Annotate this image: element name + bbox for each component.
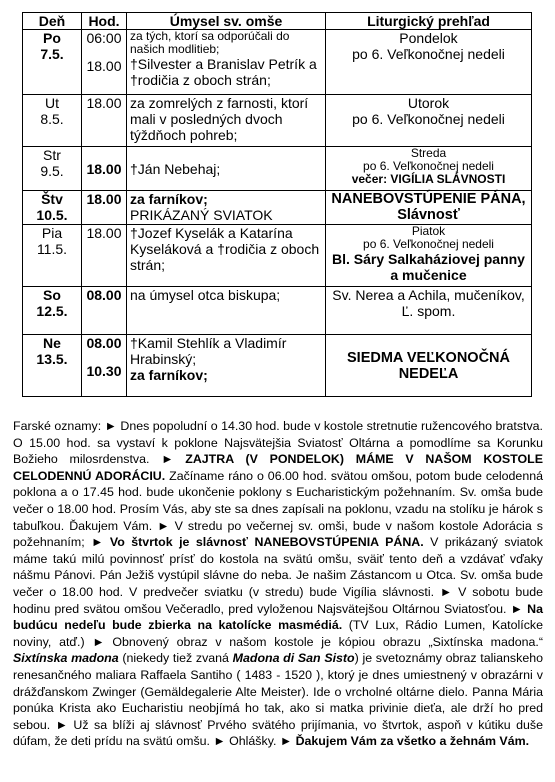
note-painting-alt: Madona di San Sisto [232, 651, 355, 666]
day: So [43, 287, 61, 303]
date: 7.5. [40, 46, 64, 62]
liturgy-memorial: Sv. Nerea a Achila, mučeníkov, Ľ. spom. [332, 287, 525, 319]
liturgy-vigil: večer: VIGÍLIA SLÁVNOSTI [351, 172, 506, 186]
day: Štv [41, 191, 63, 207]
day: Ne [43, 335, 61, 351]
header-hour: Hod. [82, 13, 127, 30]
holiday-note: PRIKÁZANÝ SVIATOK [130, 207, 273, 223]
note-text: ) je svetoznámy obraz talianskeho renesančného maliara Raffaela Santiho ( 1483 - 1520 ), ktorý je dnes umiestnený v obrazárni v drážďanskom Zwinger (Gemäldegalerie Alte Meister). Ide o vrcholné oltárne dielo. Panna Mária ponúka Krista ako Eucharistiu neobjímá ho tak, ako si matka privinie dieťa, ale drží ho pred sebou. ► Už sa blíži aj slávnosť Prvého svätého prijímania, vo štvrtok, aspoň v kútiku duše dúfam, že deti prídu na svätú omšu. ► Ohlášky. ► [13, 651, 543, 749]
mass-schedule-table [22, 12, 532, 397]
table-row [23, 225, 532, 287]
intention: †Jozef Kyselák a Katarína Kyseláková a †rodičia z oboch strán; [130, 225, 320, 273]
day: Po [43, 30, 61, 46]
liturgy-feast: NANEBOVSTÚPENIE PÁNA, Slávnosť [331, 191, 526, 223]
note-text: (TV Lux, Rádio Lumen, Katolícke noviny, atď.) ► Obnovený obraz v našom kostole je kópiou obrazu „Sixtínska madona.“ [13, 618, 543, 649]
liturgy-note: po 6. Veľkonočnej nedeli [363, 237, 494, 251]
note-ascension: Vo štvrtok je slávnosť NANEBOVSTÚPENIA PÁNA. [109, 535, 424, 550]
intention: †Ján Nebehaj; [130, 160, 221, 177]
note-painting-title: Sixtínska madona [13, 651, 119, 666]
intention: †Silvester a Branislav Petrík a †rodičia z oboch strán; [130, 56, 317, 88]
note-collection: Na budúcu nedeľu bude zbierka na katolícke masmédiá. [13, 601, 543, 633]
time: 18.00 [86, 95, 122, 111]
table-row [23, 95, 532, 147]
parish-announcements [13, 418, 543, 750]
liturgy-note: po 6. Veľkonočnej nedeli [352, 46, 505, 62]
liturgy-memorial: Bl. Sáry Salkaháziovej panny a mučenice [332, 251, 525, 283]
time: 18.00 [86, 160, 122, 177]
time: 18.00 [86, 225, 122, 241]
time: 18.00 [86, 191, 122, 207]
liturgy-note: po 6. Veľkonočnej nedeli [352, 111, 505, 127]
table-row [23, 191, 532, 225]
day: Ut [45, 95, 59, 111]
table-row [23, 335, 532, 397]
intention: za zomrelých z farnosti, ktorí mali v posledných dvoch týždňoch pohreb; [130, 95, 309, 143]
liturgy-sunday: SIEDMA VEĽKONOČNÁ NEDEĽA [347, 349, 510, 382]
note-thanks: Ďakujem Vám za všetko a žehnám Vám. [295, 734, 530, 749]
liturgy-day: Utorok [407, 95, 450, 111]
date: 13.5. [36, 351, 68, 367]
date: 11.5. [36, 241, 68, 257]
note-text: Začíname ráno o 06.00 hod. svätou omšou, potom bude celodenná poklona a o 17.45 hod. bude ukončenie poklony s Eucharistickým požehnaním. Sv. omša bude večer o 18.00 hod. Prosím Vás, aby ste sa dnes zapísali na poklonu, vzadu na stolíku je hárok s tabuľkou. Ďakujem Vám. ► V stredu po večernej sv. omši, bude v našom kostole Adorácia s požehnaním; ► [13, 468, 543, 550]
table-row [23, 287, 532, 335]
intention: za farníkov; [130, 367, 208, 383]
date: 9.5. [40, 163, 64, 179]
day: Str [43, 147, 61, 163]
liturgy-day: Pondelok [399, 30, 458, 46]
note-adoration: ZAJTRA (V PONDELOK) MÁME V NAŠOM KOSTOLE CELODENNÚ ADORÁCIU. [13, 452, 543, 483]
liturgy-note: po 6. Veľkonočnej nedeli [363, 159, 494, 173]
liturgy-day: Piatok [411, 224, 446, 238]
note-text: (niekedy tiež zvaná [122, 651, 229, 666]
table-row [23, 147, 532, 191]
intention: za tých, ktorí sa odporúčali do našich modlitieb; [130, 29, 290, 56]
intention: za farníkov; [130, 191, 208, 207]
note-text: Farské oznamy: ► Dnes popoludní o 14.30 hod. bude v kostole stretnutie ružencového bratstva. O 15.00 hod. sa vystaví k poklone Najsvätejšia Sviatosť Oltárna a pomodlíme sa Korunku Božieho milosrdenstva. ► [13, 419, 543, 467]
time: 08.00 [86, 335, 122, 351]
time: 10.30 [86, 363, 122, 379]
date: 10.5. [36, 207, 68, 223]
date: 8.5. [40, 111, 64, 127]
header-intention: Úmysel sv. omše [127, 13, 326, 30]
intention: na úmysel otca biskupa; [130, 287, 281, 303]
note-text: V prikázaný sviatok máme takú milú povinnosť prísť do kostola na svätú omšu, sväiť tento deň a vzdávať vďaky nášmu Pánovi. Pán Ježiš vystúpil slávne do neba. Je našim Zástancom u Otca. Sv. omša bude večer o 18.00 hod. V predvečer sviatku (v stredu) bude Vigília slávnosti. ► V sobotu bude hodinu pred svätou omšou Večeradlo, pred vyloženou Najsvätejšou Oltárnou Sviatosťou. ► [13, 535, 543, 616]
liturgy-day: Streda [410, 146, 447, 160]
table-row [23, 30, 532, 95]
header-day: Deň [23, 13, 82, 30]
date: 12.5. [36, 303, 68, 319]
time: 08.00 [86, 287, 122, 303]
time: 06:00 [86, 30, 122, 46]
header-liturgy: Liturgický prehľad [326, 13, 532, 30]
intention: †Kamil Stehlík a Vladimír Hrabinský; [130, 335, 287, 367]
time: 18.00 [86, 58, 122, 74]
day: Pia [41, 225, 63, 241]
